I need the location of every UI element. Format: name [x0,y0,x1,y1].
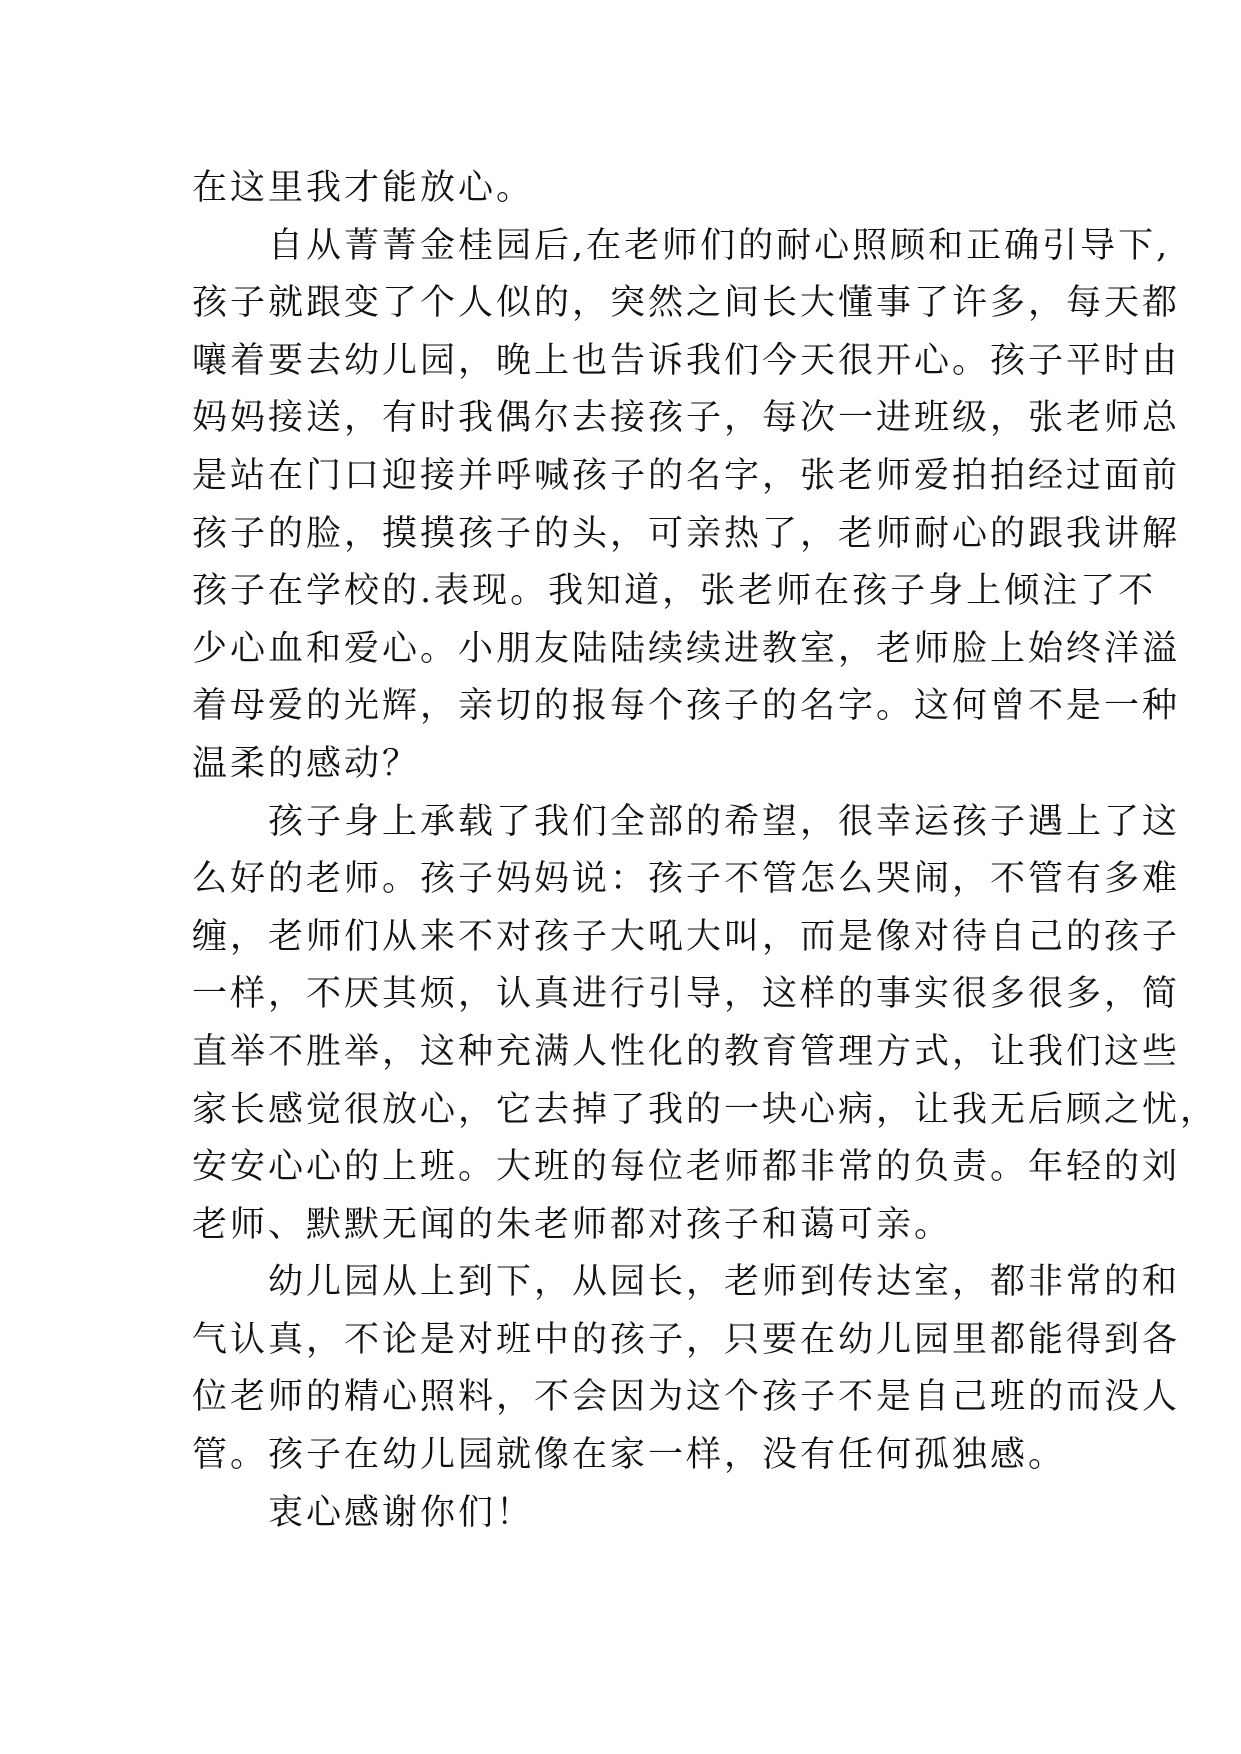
text-line: 孩子在学校的.表现。我知道，张老师在孩子身上倾注了不 [192,571,1157,612]
text-line: 气认真，不论是对班中的孩子，只要在幼儿园里都能得到各 [192,1319,1181,1360]
paragraph-first-line: 幼儿园从上到下，从园长，老师到传达室，都非常的和 [268,1262,1181,1303]
text-line: 缠，老师们从来不对孩子大吼大叫，而是像对待自己的孩子 [192,916,1181,957]
text-line: 一样，不厌其烦，认真进行引导，这样的事实很多很多，简 [192,974,1181,1015]
text-line: 安安心心的上班。大班的每位老师都非常的负责。年轻的刘 [192,1147,1181,1188]
text-line: 么好的老师。孩子妈妈说：孩子不管怎么哭闹，不管有多难 [192,859,1181,900]
text-line: 嚷着要去幼儿园，晚上也告诉我们今天很开心。孩子平时由 [192,340,1181,381]
text-line: 老师、默默无闻的朱老师都对孩子和蔼可亲。 [192,1204,953,1245]
text-line: 在这里我才能放心。 [192,168,535,208]
text-line: 孩子的脸，摸摸孩子的头，可亲热了，老师耐心的跟我讲解 [192,513,1181,554]
document-body [192,160,1219,1542]
text-line: 家长感觉很放心，它去掉了我的一块心病，让我无后顾之忧， [192,1089,1219,1130]
paragraph-first-line: 孩子身上承载了我们全部的希望，很幸运孩子遇上了这 [268,801,1181,842]
text-line: 直举不胜举，这种充满人性化的教育管理方式，让我们这些 [192,1031,1181,1072]
text-line: 管。孩子在幼儿园就像在家一样，没有任何孤独感。 [192,1435,1067,1476]
paragraph-first-line: 自从菁菁金桂园后,在老师们的耐心照顾和正确引导下, [268,225,1171,266]
text-line: 温柔的感动？ [192,743,421,784]
text-line: 妈妈接送，有时我偶尔去接孩子，每次一进班级，张老师总 [192,398,1181,439]
text-line: 是站在门口迎接并呼喊孩子的名字，张老师爱拍拍经过面前 [192,455,1181,496]
text-line: 位老师的精心照料，不会因为这个孩子不是自己班的而没人 [192,1377,1181,1418]
text-line: 着母爱的光辉，亲切的报每个孩子的名字。这何曾不是一种 [192,686,1181,727]
text-line: 少心血和爱心。小朋友陆陆续续进教室，老师脸上始终洋溢 [192,628,1181,669]
closing-line: 衷心感谢你们！ [268,1492,535,1533]
text-line: 孩子就跟变了个人似的，突然之间长大懂事了许多，每天都 [192,283,1181,324]
